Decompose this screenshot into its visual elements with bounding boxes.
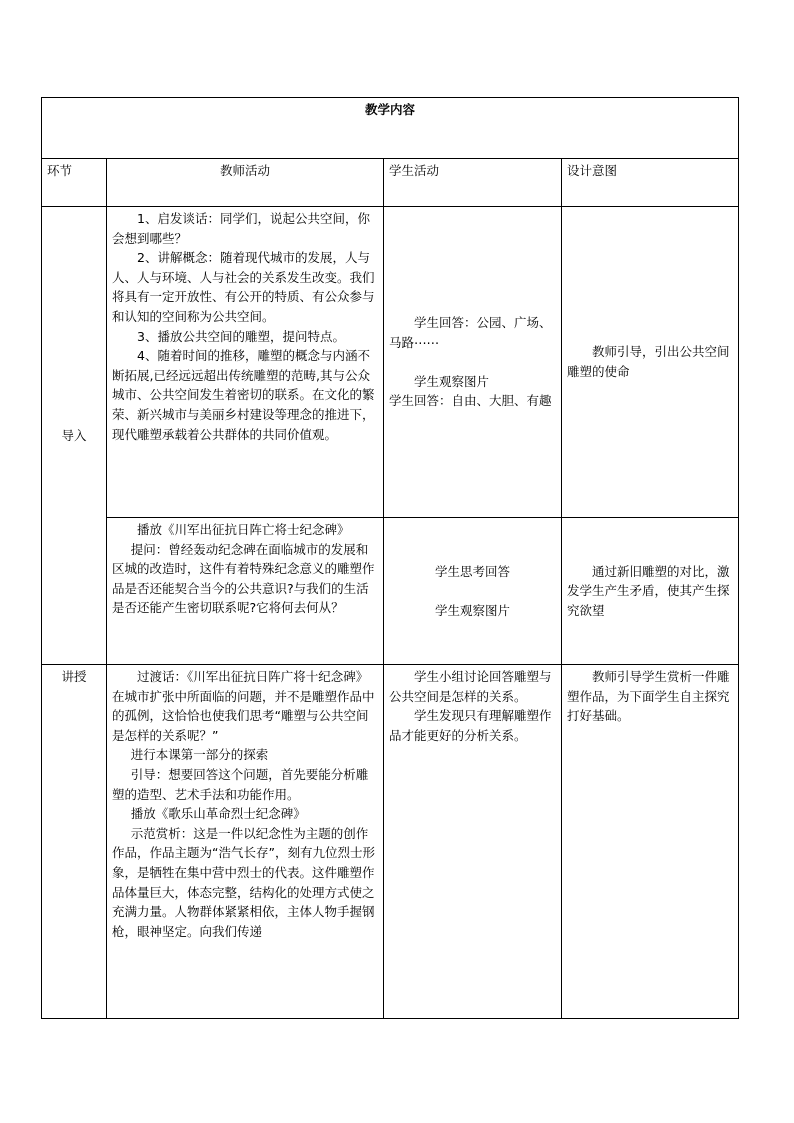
table-header-row [42,159,739,207]
teacher-text: 过渡话：《川军出征抗日阵广将十纪念碑》在城市扩张中所面临的问题，并不是雕塑作品中的孤例，这恰恰也使我们思考“雕塑与公共空间是怎样的关系呢？” [112,669,375,743]
teacher-text: 4、随着时间的推移，雕塑的概念与内涵不断拓展,已经远远超出传统雕塑的范畴,其与公众城市、公共空间发生着密切的联系。在文化的繁荣、新兴城市与美丽乡村建设等理念的推进下，现代雕塑承载着公共群体的共同价值观。 [112,348,375,442]
intent-cell [562,665,739,1019]
student-text: 学生发现只有理解雕塑作品才能更好的分析关系。 [389,708,552,743]
teacher-text: 提问：曾经轰动纪念碑在面临城市的发展和区城的改造时，这件有着特殊纪念意义的雕塑作品是否还能契合当今的公共意识?与我们的生活是否还能产生密切联系呢?它将何去何从？ [112,541,375,616]
stage-cell: 讲授 [42,665,107,1019]
teacher-text: 1、启发谈话：同学们，说起公共空间，你会想到哪些？ [112,211,370,246]
table-row [42,665,739,1019]
student-text: 学生思考回答 [434,563,510,579]
header-intent: 设计意图 [562,159,739,207]
teacher-cell [107,207,384,518]
teacher-text: 进行本课第一部分的探索 [130,747,269,763]
teacher-text: 播放《歌乐山革命烈士纪念碑》 [130,806,306,822]
teacher-text: 3、播放公共空间的雕塑，提问特点。 [137,328,345,344]
teacher-cell [107,518,384,665]
header-teacher: 教师活动 [107,159,384,207]
header-student: 学生活动 [384,159,562,207]
header-stage: 环节 [42,159,107,207]
intent-text: 通过新旧雕塑的对比，激发学生产生矛盾，使其产生探究欲望 [567,563,730,618]
table-title: 教学内容 [42,98,739,159]
student-text: 学生回答：自由、大胆、有趣 [389,393,552,409]
table-row [42,518,739,665]
teacher-text: 引导：想要回答这个问题，首先要能分析雕塑的造型、艺术手法和功能作用。 [112,766,369,802]
teacher-text: 播放《川军出征抗日阵亡将士纪念碑》 [137,522,350,537]
intent-text: 教师引导，引出公共空间雕塑的使命 [567,344,730,379]
intent-text: 教师引导学生赏析一件雕塑作品，为下面学生自主探究打好基础。 [567,669,730,724]
lesson-table [41,97,739,1019]
student-text: 学生观察图片 [414,373,490,389]
stage-cell: 导入 [42,207,107,665]
teacher-text: 2、讲解概念：随着现代城市的发展，人与人、人与环境、人与社会的关系发生改变。我们将具有一定开放性、有公开的特质、有公众参与和认知的空间称为公共空间。 [112,250,375,324]
student-text: 学生观察图片 [434,602,510,618]
student-cell [384,665,562,1019]
table-row [42,207,739,518]
intent-cell [562,518,739,665]
intent-cell [562,207,739,518]
teacher-text: 示范赏析：这是一件以纪念性为主题的创作作品，作品主题为“浩气长存”，刻有九位烈士形象，是牺牲在集中营中烈士的代表。这件雕塑作品体量巨大，体态完整，结构化的处理方式使之充满力量。人物群体紧紧相依，主体人物手握钢枪，眼神坚定。向我们传递 [112,825,375,939]
student-text: 学生小组讨论回答雕塑与公共空间是怎样的关系。 [389,669,552,704]
student-cell [384,518,562,665]
student-text: 学生回答：公园、广场、马路⋯⋯ [389,315,552,350]
teacher-cell [107,665,384,1019]
student-cell [384,207,562,518]
table-title-row [42,98,739,159]
